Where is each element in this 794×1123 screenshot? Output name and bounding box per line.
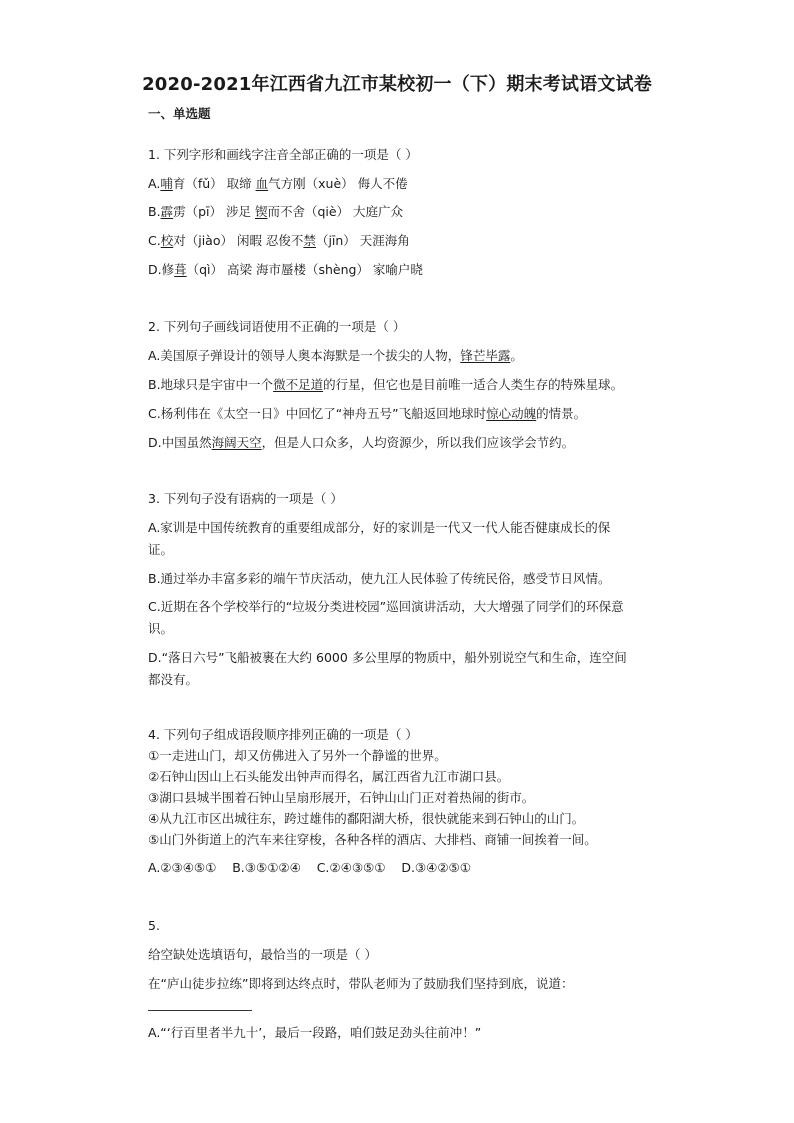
underlined-char: 禁 xyxy=(303,233,316,248)
question-3-option-a-line1: A.家训是中国传统教育的重要组成部分，好的家训是一代又一代人能否健康成长的保 xyxy=(148,520,611,535)
option-label: D.修 xyxy=(148,262,175,277)
question-3-option-a-line2: 证。 xyxy=(148,542,174,557)
question-1-option-c xyxy=(148,233,410,249)
option-text: 雳（pī） 涉足 xyxy=(173,204,255,219)
question-2-option-a xyxy=(148,348,523,364)
question-4-sentence-2: ②石钟山因山上石头能发出钟声而得名，属江西省九江市湖口县。 xyxy=(148,769,510,784)
underlined-char: 葺 xyxy=(174,262,187,277)
option-text: 育（fǔ） 取缔 xyxy=(172,176,256,191)
question-4-sentence-4: ④从九江市区出城往东，跨过雄伟的鄱阳湖大桥，很快就能来到石钟山的山门。 xyxy=(148,811,585,826)
question-1-option-d xyxy=(148,262,423,278)
underlined-char: 血 xyxy=(255,176,269,191)
question-5-stem: 给空缺处选填语句，最恰当的一项是（ ） xyxy=(148,947,377,962)
option-text: A.美国原子弹设计的领导人奥本海默是一个拔尖的人物， xyxy=(148,348,461,363)
question-2-option-b xyxy=(148,377,623,393)
underlined-char: 哺 xyxy=(160,176,173,191)
question-1-option-b xyxy=(148,204,403,220)
option-label: A. xyxy=(148,176,161,191)
underlined-phrase: 锋芒毕露 xyxy=(460,348,511,363)
option-label: C. xyxy=(148,233,161,248)
option-text: 的行星，但它也是目前唯一适合人类生存的特殊星球。 xyxy=(323,377,624,392)
question-5-number: 5. xyxy=(148,918,160,933)
option-text: ，但是人口众多，人均资源少，所以我们应该学会节约。 xyxy=(261,435,575,450)
option-text: B.地球只是宇宙中一个 xyxy=(148,377,274,392)
question-1-stem: 1. 下列字形和画线字注音全部正确的一项是（ ） xyxy=(148,147,418,162)
question-4-sentence-1: ①一走进山门，却又仿佛进入了另外一个静谧的世界。 xyxy=(148,748,447,763)
question-3-stem: 3. 下列句子没有语病的一项是（ ） xyxy=(148,491,343,506)
question-5-option-a: A.“‘行百里者半九十’，最后一段路，咱们鼓足劲头往前冲！” xyxy=(148,1025,482,1040)
option-text: C.杨利伟在《太空一日》中回忆了“神舟五号”飞船返回地球时 xyxy=(148,406,487,421)
option-text: 气方刚（xuè） 侮人不倦 xyxy=(268,176,408,191)
question-2-option-c xyxy=(148,406,586,422)
question-5-context: 在“庐山徒步拉练”即将到达终点时，带队老师为了鼓励我们坚持到底，说道： xyxy=(148,976,574,991)
option-label: B. xyxy=(148,204,161,219)
question-2-stem: 2. 下列句子画线词语使用不正确的一项是（ ） xyxy=(148,319,406,334)
question-3-option-c-line1: C.近期在各个学校举行的“垃圾分类进校园”巡回演讲活动，大大增强了同学们的环保意 xyxy=(148,599,624,614)
section-heading: 一、单选题 xyxy=(148,106,211,121)
question-3-option-b: B.通过举办丰富多彩的端午节庆活动，使九江人民体验了传统民俗，感受节日风情。 xyxy=(148,571,611,586)
question-1-option-a xyxy=(148,176,408,192)
underlined-phrase: 惊心动魄 xyxy=(486,406,537,421)
underlined-char: 校 xyxy=(160,233,174,248)
option-text: 对（jiào） 闲暇 忍俊不 xyxy=(173,233,304,248)
underlined-phrase: 海阔天空 xyxy=(211,435,262,450)
question-2-option-d xyxy=(148,435,574,451)
question-3-option-c-line2: 识。 xyxy=(148,621,174,636)
option-text: 的情景。 xyxy=(536,406,587,421)
question-4-options: A.②③④⑤① B.③⑤①②④ C.②④③⑤① D.③④②⑤① xyxy=(148,860,471,875)
underlined-phrase: 微不足道 xyxy=(273,377,324,392)
page-title: 2020-2021年江西省九江市某校初一（下）期末考试语文试卷 xyxy=(142,74,652,95)
option-text: （qì） 高梁 海市蜃楼（shèng） 家喻户晓 xyxy=(186,262,423,277)
answer-blank-line xyxy=(148,1010,252,1011)
option-text: 。 xyxy=(510,348,523,363)
option-text: （jīn） 天涯海角 xyxy=(315,233,410,248)
question-4-sentence-5: ⑤山门外街道上的汽车来往穿梭，各种各样的酒店、大排档、商铺一间挨着一间。 xyxy=(148,832,597,847)
question-4-stem: 4. 下列句子组成语段顺序排列正确的一项是（ ） xyxy=(148,727,418,742)
question-3-option-d-line2: 都没有。 xyxy=(148,672,199,687)
option-text: D.中国虽然 xyxy=(148,435,212,450)
question-3-option-d-line1: D.“落日六号”飞船被裹在大约 6000 多公里厚的物质中，船外别说空气和生命，连空间 xyxy=(148,650,627,665)
option-text: 而不舍（qiè） 大庭广众 xyxy=(267,204,404,219)
underlined-char: 锲 xyxy=(254,204,268,219)
underlined-char: 霹 xyxy=(160,204,174,219)
question-4-sentence-3: ③湖口县城半围着石钟山呈扇形展开，石钟山山门正对着热闹的街市。 xyxy=(148,790,535,805)
